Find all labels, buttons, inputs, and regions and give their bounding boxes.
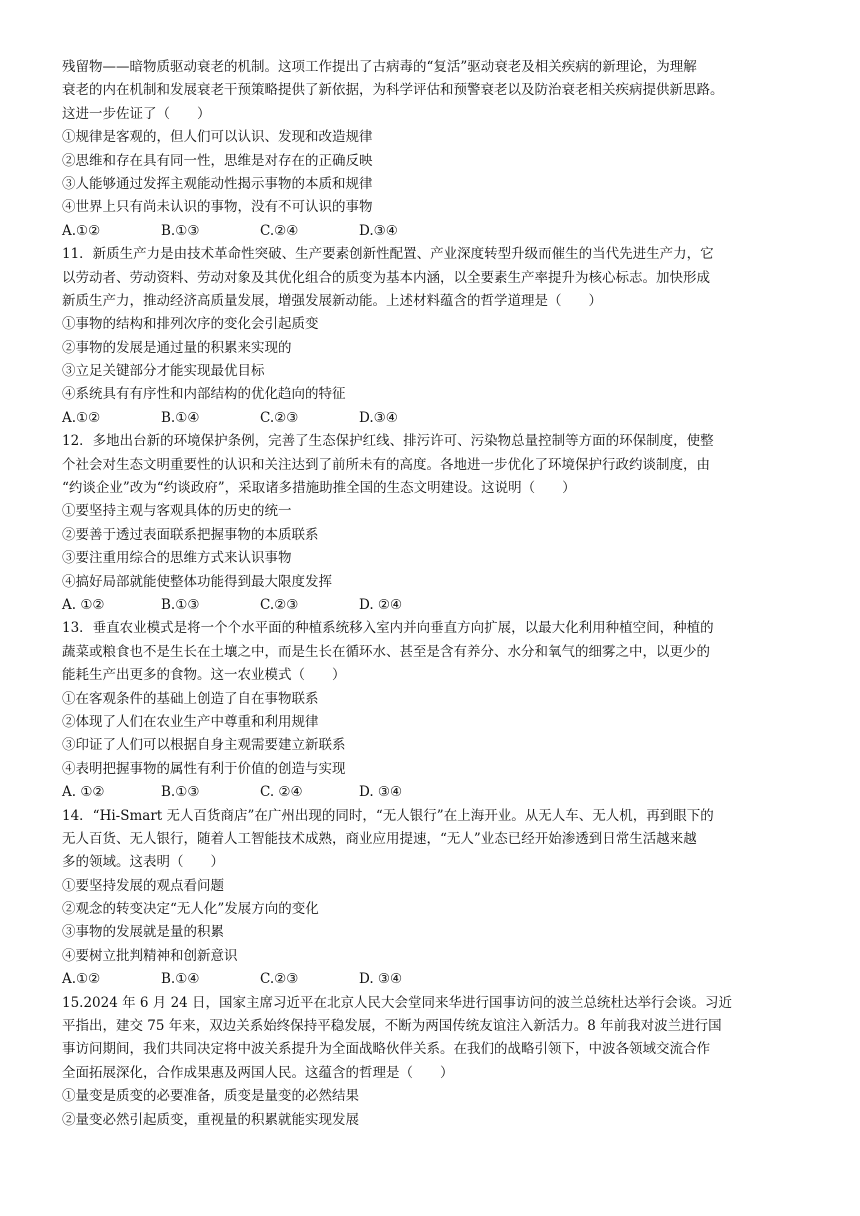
option-c: C.②③ bbox=[260, 971, 299, 988]
stem-line: 14．“Hi-Smart 无人百货商店”在广州出现的同时，“无人银行”在上海开业。从无人车、无人机，再到眼下的 bbox=[62, 807, 714, 824]
option-a: A.①② bbox=[62, 409, 101, 426]
option-d: D. ③④ bbox=[359, 971, 403, 988]
stem-line: 能耗生产出更多的食物。这一农业模式（ ） bbox=[62, 667, 346, 684]
answer-options bbox=[62, 407, 802, 430]
option-c: C.②③ bbox=[260, 596, 299, 613]
stem-line: 无人百货、无人银行，随着人工智能技术成熟，商业应用提速，“无人”业态已经开始渗透到日常生活越来越 bbox=[62, 830, 697, 847]
statement-item: ②思维和存在具有同一性，思维是对存在的正确反映 bbox=[62, 152, 373, 169]
stem-line: 全面拓展深化，合作成果惠及两国人民。这蕴含的哲理是（ ） bbox=[62, 1064, 454, 1081]
stem-line: 衰老的内在机制和发展衰老干预策略提供了新依据，为科学评估和预警衰老以及防治衰老相关疾病提供新思路。 bbox=[62, 82, 724, 99]
option-d: D. ③④ bbox=[359, 784, 403, 801]
statement-item: ①要坚持主观与客观具体的历史的统一 bbox=[62, 503, 292, 520]
stem-line: 13．垂直农业模式是将一个个水平面的种植系统移入室内并向垂直方向扩展，以最大化利用种植空间，种植的 bbox=[62, 620, 714, 637]
intro-block bbox=[62, 56, 802, 243]
option-c: C.②④ bbox=[260, 222, 299, 239]
option-c: C.②③ bbox=[260, 409, 299, 426]
stem-line: 多的领域。这表明（ ） bbox=[62, 854, 224, 871]
statement-item: ②事物的发展是通过量的积累来实现的 bbox=[62, 339, 292, 356]
statement-item: ②观念的转变决定“无人化”发展方向的变化 bbox=[62, 901, 319, 918]
stem-line: 新质生产力，推动经济高质量发展，增强发展新动能。上述材料蕴含的哲学道理是（ ） bbox=[62, 292, 602, 309]
option-d: D.③④ bbox=[359, 409, 398, 426]
statement-item: ③事物的发展就是量的积累 bbox=[62, 924, 224, 941]
stem-line: 残留物——暗物质驱动衰老的机制。这项工作提出了古病毒的“复活”驱动衰老及相关疾病的新理论，为理解 bbox=[62, 59, 697, 75]
statement-item: ②体现了人们在农业生产中尊重和利用规律 bbox=[62, 713, 319, 730]
statement-item: ①要坚持发展的观点看问题 bbox=[62, 877, 224, 894]
option-b: B.①③ bbox=[161, 596, 200, 613]
option-b: B.①④ bbox=[161, 971, 200, 988]
option-b: B.①③ bbox=[161, 222, 200, 239]
stem-line: 这进一步佐证了（ ） bbox=[62, 105, 211, 122]
stem-line: “约谈企业”改为“约谈政府”，采取诸多措施助推全国的生态文明建设。这说明（ ） bbox=[62, 480, 576, 497]
statement-item: ④搞好局部就能使整体功能得到最大限度发挥 bbox=[62, 573, 332, 590]
statement-item: ④系统具有有序性和内部结构的优化趋向的特征 bbox=[62, 386, 346, 403]
statement-item: ④要树立批判精神和创新意识 bbox=[62, 947, 238, 964]
statement-item: ①量变是质变的必要准备，质变是量变的必然结果 bbox=[62, 1088, 359, 1105]
option-a: A. ①② bbox=[62, 784, 105, 801]
option-a: A. ①② bbox=[62, 596, 105, 613]
exam-page bbox=[62, 56, 802, 1132]
stem-line: 蔬菜或粮食也不是生长在土壤之中，而是生长在循环水、甚至是含有养分、水分和氧气的细雾之中，以更少的 bbox=[62, 643, 710, 660]
option-b: B.①③ bbox=[161, 784, 200, 801]
question-14 bbox=[62, 805, 802, 992]
statement-item: ①规律是客观的，但人们可以认识、发现和改造规律 bbox=[62, 129, 373, 146]
statement-item: ②量变必然引起质变，重视量的积累就能实现发展 bbox=[62, 1111, 359, 1128]
stem-line: 以劳动者、劳动资料、劳动对象及其优化组合的质变为基本内涵，以全要素生产率提升为核心标志。加快形成 bbox=[62, 269, 710, 286]
answer-options bbox=[62, 594, 802, 617]
question-13 bbox=[62, 617, 802, 804]
question-15 bbox=[62, 992, 802, 1132]
statement-item: ③要注重用综合的思维方式来认识事物 bbox=[62, 550, 292, 567]
stem-line: 平指出，建交 75 年来，双边关系始终保持平稳发展，不断为两国传统友谊注入新活力。8 年前我对波兰进行国 bbox=[62, 1018, 722, 1035]
stem-line: 事访问期间，我们共同决定将中波关系提升为全面战略伙伴关系。在我们的战略引领下，中波各领域交流合作 bbox=[62, 1041, 710, 1058]
option-a: A.①② bbox=[62, 222, 101, 239]
question-11 bbox=[62, 243, 802, 430]
answer-options bbox=[62, 781, 802, 804]
answer-options bbox=[62, 968, 802, 991]
option-b: B.①④ bbox=[161, 409, 200, 426]
stem-line: 12．多地出台新的环境保护条例，完善了生态保护红线、排污许可、污染物总量控制等方面的环保制度，使整 bbox=[62, 433, 714, 450]
statement-item: ①在客观条件的基础上创造了自在事物联系 bbox=[62, 690, 319, 707]
statement-item: ③印证了人们可以根据自身主观需要建立新联系 bbox=[62, 737, 346, 754]
option-c: C. ②④ bbox=[260, 784, 303, 801]
statement-item: ④世界上只有尚未认识的事物，没有不可认识的事物 bbox=[62, 199, 373, 216]
option-d: D.③④ bbox=[359, 222, 398, 239]
stem-line: 15.2024 年 6 月 24 日，国家主席习近平在北京人民大会堂同来华进行国事访问的波兰总统杜达举行会谈。习近 bbox=[62, 994, 733, 1011]
statement-item: ③人能够通过发挥主观能动性揭示事物的本质和规律 bbox=[62, 175, 373, 192]
stem-line: 11．新质生产力是由技术革命性突破、生产要素创新性配置、产业深度转型升级而催生的当代先进生产力，它 bbox=[62, 246, 714, 263]
statement-item: ②要善于透过表面联系把握事物的本质联系 bbox=[62, 526, 319, 543]
question-12 bbox=[62, 430, 802, 617]
statement-item: ①事物的结构和排列次序的变化会引起质变 bbox=[62, 316, 319, 333]
answer-options bbox=[62, 220, 802, 243]
statement-item: ③立足关键部分才能实现最优目标 bbox=[62, 363, 265, 380]
statement-item: ④表明把握事物的属性有利于价值的创造与实现 bbox=[62, 760, 346, 777]
option-a: A.①② bbox=[62, 971, 101, 988]
option-d: D. ②④ bbox=[359, 596, 403, 613]
stem-line: 个社会对生态文明重要性的认识和关注达到了前所未有的高度。各地进一步优化了环境保护行政约谈制度，由 bbox=[62, 456, 710, 473]
